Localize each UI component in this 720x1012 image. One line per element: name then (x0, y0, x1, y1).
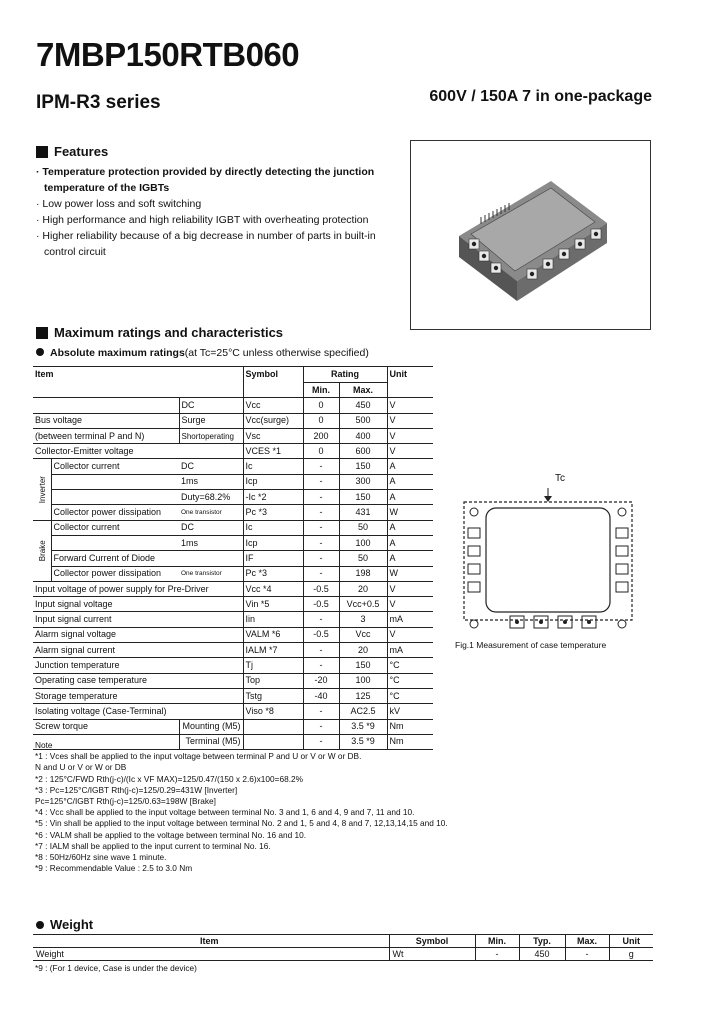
rating-item: Collector-Emitter voltage (33, 444, 243, 459)
abs-max-subheading: Absolute maximum ratings(at Tc=25°C unless otherwise specified) (36, 347, 369, 359)
rating-symbol: IF (243, 551, 303, 566)
rating-symbol: Vcc(surge) (243, 413, 303, 428)
rating-symbol: IALM *7 (243, 643, 303, 658)
rating-unit: V (387, 627, 433, 642)
note-line: *2 : 125°C/FWD Rth(j-c)/(Ic x VF MAX)=125/0.47/(150 x 2.6)x100=68.2% (35, 773, 304, 784)
rating-min: - (303, 535, 339, 550)
rating-max: 198 (339, 566, 387, 581)
note-line: Pc=125°C/IGBT Rth(j-c)=125/0.63=198W [Brake] (35, 796, 216, 807)
rating-max: 3.5 *9 (339, 719, 387, 734)
rating-item (33, 398, 179, 413)
feature-item: · Higher reliability because of a big decrease in number of parts in built-in control circuit (36, 230, 376, 258)
product-photo (410, 140, 651, 330)
rating-sub: Mounting (M5) (179, 719, 243, 734)
rating-max: 3.5 *9 (339, 734, 387, 749)
rating-symbol: Icp (243, 474, 303, 489)
weight-header-typ: Typ. (519, 935, 565, 948)
rating-unit: Nm (387, 734, 433, 749)
table-row (33, 413, 433, 428)
rating-max: 600 (339, 444, 387, 459)
rating-sub: Terminal (M5) (179, 734, 243, 749)
rating-symbol: Vsc (243, 428, 303, 443)
rating-item: Screw torque (33, 719, 179, 734)
weight-item: Weight (33, 948, 389, 961)
table-row (33, 719, 433, 734)
weight-title: Weight (50, 917, 94, 932)
header-max: Max. (339, 383, 387, 398)
section-square-icon (36, 146, 48, 158)
table-row (33, 597, 433, 612)
rating-min: - (303, 459, 339, 474)
weight-header-max: Max. (565, 935, 609, 948)
table-row (33, 704, 433, 719)
table-row (33, 474, 433, 489)
table-row (33, 643, 433, 658)
tc-label: Tc (555, 473, 565, 484)
rating-sub: Shortoperating (179, 428, 243, 443)
rating-max: 20 (339, 643, 387, 658)
note-line: *3 : Pc=125°C/IGBT Rth(j-c)=125/0.29=431W [Inverter] (35, 784, 238, 795)
rating-unit: A (387, 490, 433, 505)
rating-min: - (303, 704, 339, 719)
rating-max: 400 (339, 428, 387, 443)
rating-unit: A (387, 551, 433, 566)
table-row (33, 444, 433, 459)
section-square-icon (36, 327, 48, 339)
table-row (33, 673, 433, 688)
group-label-inverter: Inverter (33, 459, 51, 520)
package-tagline: 600V / 150A 7 in one-package (429, 88, 652, 105)
weight-header-unit: Unit (609, 935, 653, 948)
rating-sub: 1ms (179, 535, 243, 550)
rating-unit: V (387, 597, 433, 612)
rating-unit: V (387, 444, 433, 459)
rating-unit: A (387, 474, 433, 489)
rating-max: 500 (339, 413, 387, 428)
rating-unit: mA (387, 612, 433, 627)
header-unit: Unit (387, 367, 433, 383)
note-line: *4 : Vcc shall be applied to the input voltage between terminal No. 3 and 1, 6 and 4, 9 and 7, 11 and 10. (35, 807, 415, 818)
rating-unit: V (387, 413, 433, 428)
header-item: Item (35, 369, 54, 380)
rating-symbol: -Ic *2 (243, 490, 303, 505)
rating-item: (between terminal P and N) (33, 428, 179, 443)
weight-typ: 450 (519, 948, 565, 961)
rating-min: -40 (303, 688, 339, 703)
rating-item (51, 474, 179, 489)
rating-symbol: Tj (243, 658, 303, 673)
table-row (33, 459, 433, 474)
rating-max: 50 (339, 551, 387, 566)
series-title: IPM-R3 series (36, 92, 161, 113)
features-title: Features (54, 144, 109, 159)
table-row (33, 490, 433, 505)
rating-min: 0 (303, 398, 339, 413)
rating-item: Input signal current (33, 612, 243, 627)
rating-max: 431 (339, 505, 387, 520)
rating-item (51, 490, 179, 505)
table-row (33, 612, 433, 627)
rating-symbol: Iin (243, 612, 303, 627)
rating-unit: W (387, 505, 433, 520)
rating-unit: °C (387, 673, 433, 688)
rating-min: - (303, 551, 339, 566)
features-list (36, 164, 406, 260)
rating-max: Vcc+0.5 (339, 597, 387, 612)
rating-symbol (243, 719, 303, 734)
rating-unit: mA (387, 643, 433, 658)
weight-max: - (565, 948, 609, 961)
rating-item: Collector power dissipation (51, 505, 179, 520)
table-row (33, 398, 433, 413)
weight-min: - (475, 948, 519, 961)
weight-header-item: Item (33, 935, 389, 948)
rating-item: Isolating voltage (Case-Terminal) (33, 704, 243, 719)
rating-min: - (303, 566, 339, 581)
rating-min: - (303, 490, 339, 505)
rating-sub: 1ms (179, 474, 243, 489)
weight-note: *9 : (For 1 device, Case is under the device) (35, 963, 197, 973)
rating-symbol: Ic (243, 459, 303, 474)
weight-header-min: Min. (475, 935, 519, 948)
rating-min: -0.5 (303, 597, 339, 612)
rating-max: AC2.5 (339, 704, 387, 719)
table-row (33, 566, 433, 581)
max-ratings-title: Maximum ratings and characteristics (54, 325, 284, 340)
rating-min: 0 (303, 413, 339, 428)
rating-symbol: Pc *3 (243, 505, 303, 520)
rating-max: 150 (339, 490, 387, 505)
bullet-icon (36, 921, 44, 929)
rating-sub: DC (179, 459, 243, 474)
rating-symbol: Vcc *4 (243, 581, 303, 596)
weight-symbol: Wt (389, 948, 475, 961)
rating-symbol: Ic (243, 520, 303, 535)
table-row (33, 948, 653, 961)
rating-min: - (303, 734, 339, 749)
part-number-title: 7MBP150RTB060 (36, 36, 300, 73)
table-row (33, 688, 433, 703)
rating-symbol: Viso *8 (243, 704, 303, 719)
table-row (33, 428, 433, 443)
weight-table (33, 934, 653, 961)
rating-min: 200 (303, 428, 339, 443)
notes-block (35, 740, 475, 874)
rating-sub: Duty=68.2% (179, 490, 243, 505)
group-label-brake: Brake (33, 520, 51, 581)
table-row (33, 535, 433, 550)
rating-item: Collector current (51, 459, 179, 474)
feature-item: · Temperature protection provided by directly detecting the junction temperature of the IGBTs (36, 166, 375, 194)
rating-min: -0.5 (303, 581, 339, 596)
figure-caption: Fig.1 Measurement of case temperature (455, 640, 607, 650)
bullet-icon (36, 348, 44, 356)
header-symbol: Symbol (243, 367, 303, 383)
weight-header-symbol: Symbol (389, 935, 475, 948)
ipm-module-illustration (411, 141, 650, 329)
rating-symbol: VCES *1 (243, 444, 303, 459)
rating-item: Collector current (51, 520, 179, 535)
rating-unit: °C (387, 688, 433, 703)
rating-unit: W (387, 566, 433, 581)
note-line: *8 : 50Hz/60Hz sine wave 1 minute. (35, 852, 167, 863)
rating-max: 450 (339, 398, 387, 413)
rating-unit: A (387, 459, 433, 474)
rating-min: 0 (303, 444, 339, 459)
rating-max: 100 (339, 535, 387, 550)
rating-item: Storage temperature (33, 688, 243, 703)
notes-label: Note (35, 740, 53, 750)
rating-max: Vcc (339, 627, 387, 642)
rating-unit: Nm (387, 719, 433, 734)
rating-item: Junction temperature (33, 658, 243, 673)
note-line: *1 : Vces shall be applied to the input voltage between terminal P and U or V or W or DB. (35, 751, 362, 762)
table-row (33, 658, 433, 673)
header-min: Min. (303, 383, 339, 398)
rating-max: 100 (339, 673, 387, 688)
rating-min: - (303, 643, 339, 658)
rating-item: Input signal voltage (33, 597, 243, 612)
rating-min: -20 (303, 673, 339, 688)
rating-symbol: Pc *3 (243, 566, 303, 581)
rating-min: - (303, 474, 339, 489)
feature-item: · High performance and high reliability IGBT with overheating protection (36, 214, 369, 226)
weight-unit: g (609, 948, 653, 961)
note-line: *7 : IALM shall be applied to the input current to terminal No. 16. (35, 840, 271, 851)
rating-symbol: Icp (243, 535, 303, 550)
rating-item (51, 535, 179, 550)
rating-min: - (303, 658, 339, 673)
rating-unit: A (387, 535, 433, 550)
max-ratings-heading (36, 325, 283, 340)
rating-item: Alarm signal voltage (33, 627, 243, 642)
rating-min: - (303, 719, 339, 734)
note-line: *9 : Recommendable Value : 2.5 to 3.0 Nm (35, 863, 193, 874)
note-line: *5 : Vin shall be applied to the input voltage between terminal No. 2 and 1, 5 and 4, 8 and 7, 12,13,14,15 and 10. (35, 818, 448, 829)
rating-max: 300 (339, 474, 387, 489)
note-line: N and U or V or W or DB (35, 762, 127, 773)
rating-max: 20 (339, 581, 387, 596)
rating-unit: V (387, 398, 433, 413)
weight-heading (36, 917, 93, 932)
rating-max: 150 (339, 459, 387, 474)
rating-sub: DC (179, 520, 243, 535)
rating-unit: °C (387, 658, 433, 673)
table-row (33, 581, 433, 596)
table-row (33, 520, 433, 535)
rating-sub: One transistor (179, 566, 243, 581)
features-heading (36, 144, 108, 159)
rating-unit: kV (387, 704, 433, 719)
rating-sub: DC (179, 398, 243, 413)
rating-min: - (303, 520, 339, 535)
rating-max: 50 (339, 520, 387, 535)
rating-symbol: Vcc (243, 398, 303, 413)
header-rating: Rating (303, 367, 387, 383)
rating-unit: V (387, 428, 433, 443)
rating-sub (179, 551, 243, 566)
rating-sub: One transistor (179, 505, 243, 520)
rating-sub: Surge (179, 413, 243, 428)
case-temperature-figure (458, 488, 638, 638)
rating-item: Input voltage of power supply for Pre-Driver (33, 581, 243, 596)
rating-item: Collector power dissipation (51, 566, 179, 581)
rating-max: 125 (339, 688, 387, 703)
rating-min: -0.5 (303, 627, 339, 642)
rating-max: 3 (339, 612, 387, 627)
rating-item: Operating case temperature (33, 673, 243, 688)
rating-symbol: Tstg (243, 688, 303, 703)
rating-symbol: VALM *6 (243, 627, 303, 642)
rating-item: Alarm signal current (33, 643, 243, 658)
note-line: *6 : VALM shall be applied to the voltage between terminal No. 16 and 10. (35, 829, 307, 840)
rating-symbol: Top (243, 673, 303, 688)
rating-min: - (303, 612, 339, 627)
feature-item: · Low power loss and soft switching (36, 198, 202, 210)
table-row (33, 505, 433, 520)
rating-min: - (303, 505, 339, 520)
table-row (33, 627, 433, 642)
absolute-max-ratings-table (33, 366, 433, 750)
table-row (33, 551, 433, 566)
rating-max: 150 (339, 658, 387, 673)
rating-item: Bus voltage (33, 413, 179, 428)
rating-unit: A (387, 520, 433, 535)
rating-item: Forward Current of Diode (51, 551, 179, 566)
rating-unit: V (387, 581, 433, 596)
rating-symbol: Vin *5 (243, 597, 303, 612)
